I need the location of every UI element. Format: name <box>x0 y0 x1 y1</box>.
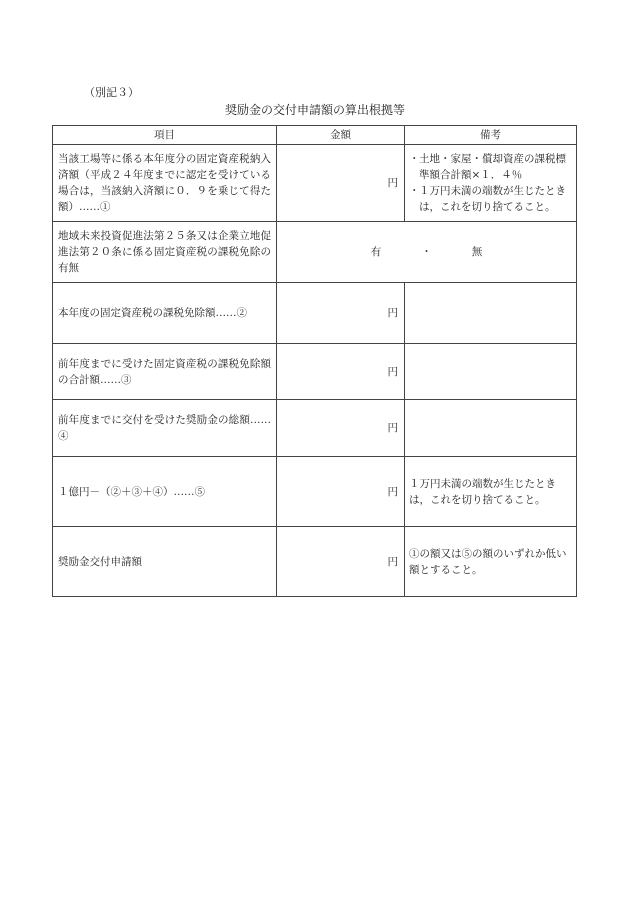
row-7-item: 奨励金交付申請額 <box>53 527 277 597</box>
row-6-item: １億円－（②＋③＋④）……⑤ <box>53 457 277 527</box>
document-title: 奨励金の交付申請額の算出根拠等 <box>224 103 405 117</box>
row-5-item: 前年度までに交付を受けた奨励金の総額……④ <box>53 400 277 457</box>
header-item: 項目 <box>53 126 277 145</box>
row-7-amount[interactable]: 円 <box>277 527 405 597</box>
row-1-item: 当該工場等に係る本年度分の固定資産税納入済額（平成２４年度までに認定を受けている場合は，当該納入済額に０．９を乗じて得た額）……① <box>53 145 277 222</box>
row-5-remarks <box>405 400 577 457</box>
row-4-item: 前年度までに受けた固定資産税の課税免除額の合計額……③ <box>53 344 277 400</box>
row-3-item: 本年度の固定資産税の課税免除額……② <box>53 283 277 344</box>
table-row <box>53 400 577 457</box>
row-5-amount[interactable]: 円 <box>277 400 405 457</box>
choice-no[interactable]: 無 <box>471 246 483 258</box>
choice-separator: ・ <box>421 246 432 258</box>
remark-item: ・ １万円未満の端数が生じたときは，これを切り捨てること。 <box>409 185 566 213</box>
reference-label: （別記３） <box>84 86 139 99</box>
calculation-table <box>52 125 577 597</box>
row-1-amount[interactable]: 円 <box>277 145 405 222</box>
table-row <box>53 283 577 344</box>
table-row <box>53 222 577 283</box>
row-2-choice[interactable] <box>277 222 577 283</box>
row-4-remarks <box>405 344 577 400</box>
table-row <box>53 145 577 222</box>
remark-item: ・ 土地・家屋・償却資産の課税標準額合計額×１．４％ <box>409 153 566 181</box>
row-3-amount[interactable]: 円 <box>277 283 405 344</box>
header-remarks: 備考 <box>405 126 577 145</box>
header-amount: 金額 <box>277 126 405 145</box>
row-1-remarks <box>405 145 577 222</box>
row-3-remarks <box>405 283 577 344</box>
row-4-amount[interactable]: 円 <box>277 344 405 400</box>
row-6-remarks: １万円未満の端数が生じたときは，これを切り捨てること。 <box>405 457 577 527</box>
row-6-amount[interactable]: 円 <box>277 457 405 527</box>
row-7-remarks: ①の額又は⑤の額のいずれか低い額とすること。 <box>405 527 577 597</box>
table-row <box>53 527 577 597</box>
table-row <box>53 457 577 527</box>
row-2-item: 地域未来投資促進法第２５条又は企業立地促進法第２０条に係る固定資産税の課税免除の有無 <box>53 222 277 283</box>
choice-yes[interactable]: 有 <box>370 246 382 258</box>
table-header-row <box>53 126 577 145</box>
table-row <box>53 344 577 400</box>
